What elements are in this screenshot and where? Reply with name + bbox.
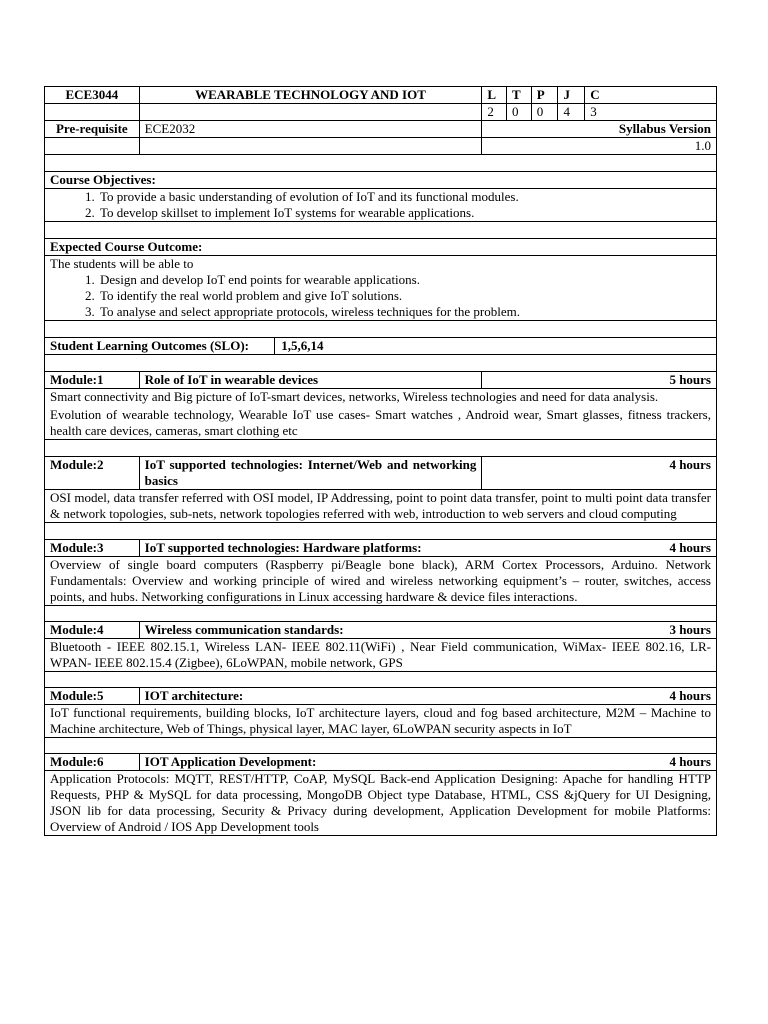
ltpjc-values-row [45, 104, 717, 121]
module-paragraph: Evolution of wearable technology, Wearable IoT use cases- Smart watches , Android wear, Smart glasses, fitness trackers, health care devices, cameras, smart clothing etc [50, 407, 711, 438]
syllabus-version-value: 1.0 [482, 138, 717, 155]
ltpjc-value-l: 2 [482, 104, 507, 121]
slo-row [45, 338, 717, 355]
module-label: Module:2 [45, 457, 140, 490]
list-item: 2. To develop skillset to implement IoT systems for wearable applications. [98, 205, 711, 221]
prereq-label: Pre-requisite [45, 121, 140, 138]
module-1-header [45, 372, 717, 389]
spacer-row [45, 321, 717, 338]
module-paragraph: Application Protocols: MQTT, REST/HTTP, CoAP, MySQL Back-end Application Designing: Apache for handling HTTP Requests, PHP & MySQL for data processing, MongoDB Object type Database, HTML, CSS &jQuery for UI Designing, JSON lib for data processing, Security & Privacy during development, Application Development for mobile Platforms: Overview of Android / IOS App Development tools [50, 771, 711, 834]
module-hours: 4 hours [482, 540, 717, 557]
list-item: 1. Design and develop IoT end points for wearable applications. [98, 272, 711, 288]
spacer-row [45, 672, 717, 688]
module-title: IoT supported technologies: Internet/Web and networking basics [139, 457, 482, 490]
module-title: IoT supported technologies: Hardware platforms: [139, 540, 482, 557]
ltpjc-label-j: J [558, 87, 585, 104]
objectives-list [50, 189, 711, 221]
ltpjc-label-p: P [531, 87, 558, 104]
module-hours: 5 hours [482, 372, 717, 389]
list-item: 2. To identify the real world problem and give IoT solutions. [98, 288, 711, 304]
course-code: ECE3044 [45, 87, 140, 104]
ltpjc-value-t: 0 [507, 104, 532, 121]
ltpjc-label-l: L [482, 87, 507, 104]
outcomes-row [45, 256, 717, 321]
prereq-row [45, 121, 717, 138]
module-paragraph: IoT functional requirements, building blocks, IoT architecture layers, cloud and fog based architecture, M2M – Machine to Machine architecture, Web of Things, physical layer, MAC layer, 6LoWPAN security aspects in IoT [50, 705, 711, 736]
module-label: Module:5 [45, 688, 140, 705]
module-2-content [45, 490, 717, 523]
module-paragraph: Overview of single board computers (Raspberry pi/Beagle bone black), ARM Cortex Processors, Arduino. Network Fundamentals: Overview and working principle of wired and wireless networking equipment’s – router, switches, access points, and hubs. Networking configurations in Linux accessing hardware & device files interactions. [50, 557, 711, 604]
module-5-content [45, 705, 717, 738]
objectives-heading: Course Objectives: [45, 172, 717, 189]
course-title: WEARABLE TECHNOLOGY AND IOT [139, 87, 482, 104]
module-6-header [45, 754, 717, 771]
slo-label: Student Learning Outcomes (SLO): [50, 338, 249, 353]
module-paragraph: OSI model, data transfer referred with OSI model, IP Addressing, point to point data transfer, point to multi point data transfer & network topologies, sub-nets, network topologies referred with web, introduction to web servers and cloud computing [50, 490, 711, 521]
module-4-content [45, 639, 717, 672]
module-hours: 3 hours [482, 622, 717, 639]
prereq-value: ECE2032 [139, 121, 482, 138]
objectives-heading-row [45, 172, 717, 189]
module-title: IOT architecture: [139, 688, 482, 705]
module-label: Module:6 [45, 754, 140, 771]
module-1-content [45, 389, 717, 440]
syllabus-document [44, 86, 717, 836]
module-5-header [45, 688, 717, 705]
module-3-header [45, 540, 717, 557]
outcomes-intro: The students will be able to [50, 256, 194, 271]
module-paragraph: Smart connectivity and Big picture of IoT-smart devices, networks, Wireless technologies and need for data analysis. [50, 389, 659, 404]
module-title: IOT Application Development: [139, 754, 482, 771]
header-row [45, 87, 717, 104]
module-title: Role of IoT in wearable devices [139, 372, 482, 389]
list-item: 1. To provide a basic understanding of evolution of IoT and its functional modules. [98, 189, 711, 205]
spacer-row [45, 222, 717, 239]
syllabus-version-label: Syllabus Version [482, 121, 717, 138]
list-item: 3. To analyse and select appropriate protocols, wireless techniques for the problem. [98, 304, 711, 320]
module-hours: 4 hours [482, 754, 717, 771]
outcomes-heading: Expected Course Outcome: [45, 239, 717, 256]
spacer-row [45, 440, 717, 457]
ltpjc-label-c: C [585, 87, 717, 104]
module-label: Module:1 [45, 372, 140, 389]
spacer-row [45, 155, 717, 172]
syllabus-table [44, 86, 717, 836]
module-2-header [45, 457, 717, 490]
ltpjc-value-c: 3 [585, 104, 717, 121]
syllabus-version-row [45, 138, 717, 155]
module-6-content [45, 771, 717, 836]
spacer-row [45, 606, 717, 622]
ltpjc-value-j: 4 [558, 104, 585, 121]
module-label: Module:3 [45, 540, 140, 557]
module-label: Module:4 [45, 622, 140, 639]
spacer-row [45, 355, 717, 372]
module-hours: 4 hours [482, 457, 717, 490]
spacer-row [45, 738, 717, 754]
module-paragraph: Bluetooth - IEEE 802.15.1, Wireless LAN- IEEE 802.11(WiFi) , Near Field communication, WiMax- IEEE 802.16, LR-WPAN- IEEE 802.15.4 (Zigbee), 6LoWPAN, mobile network, GPS [50, 639, 711, 670]
outcomes-list [50, 272, 711, 320]
ltpjc-value-p: 0 [531, 104, 558, 121]
module-3-content [45, 557, 717, 606]
ltpjc-label-t: T [507, 87, 532, 104]
objectives-row [45, 189, 717, 222]
outcomes-heading-row [45, 239, 717, 256]
spacer-row [45, 523, 717, 540]
slo-value: 1,5,6,14 [274, 338, 323, 354]
module-hours: 4 hours [482, 688, 717, 705]
module-4-header [45, 622, 717, 639]
module-title: Wireless communication standards: [139, 622, 482, 639]
